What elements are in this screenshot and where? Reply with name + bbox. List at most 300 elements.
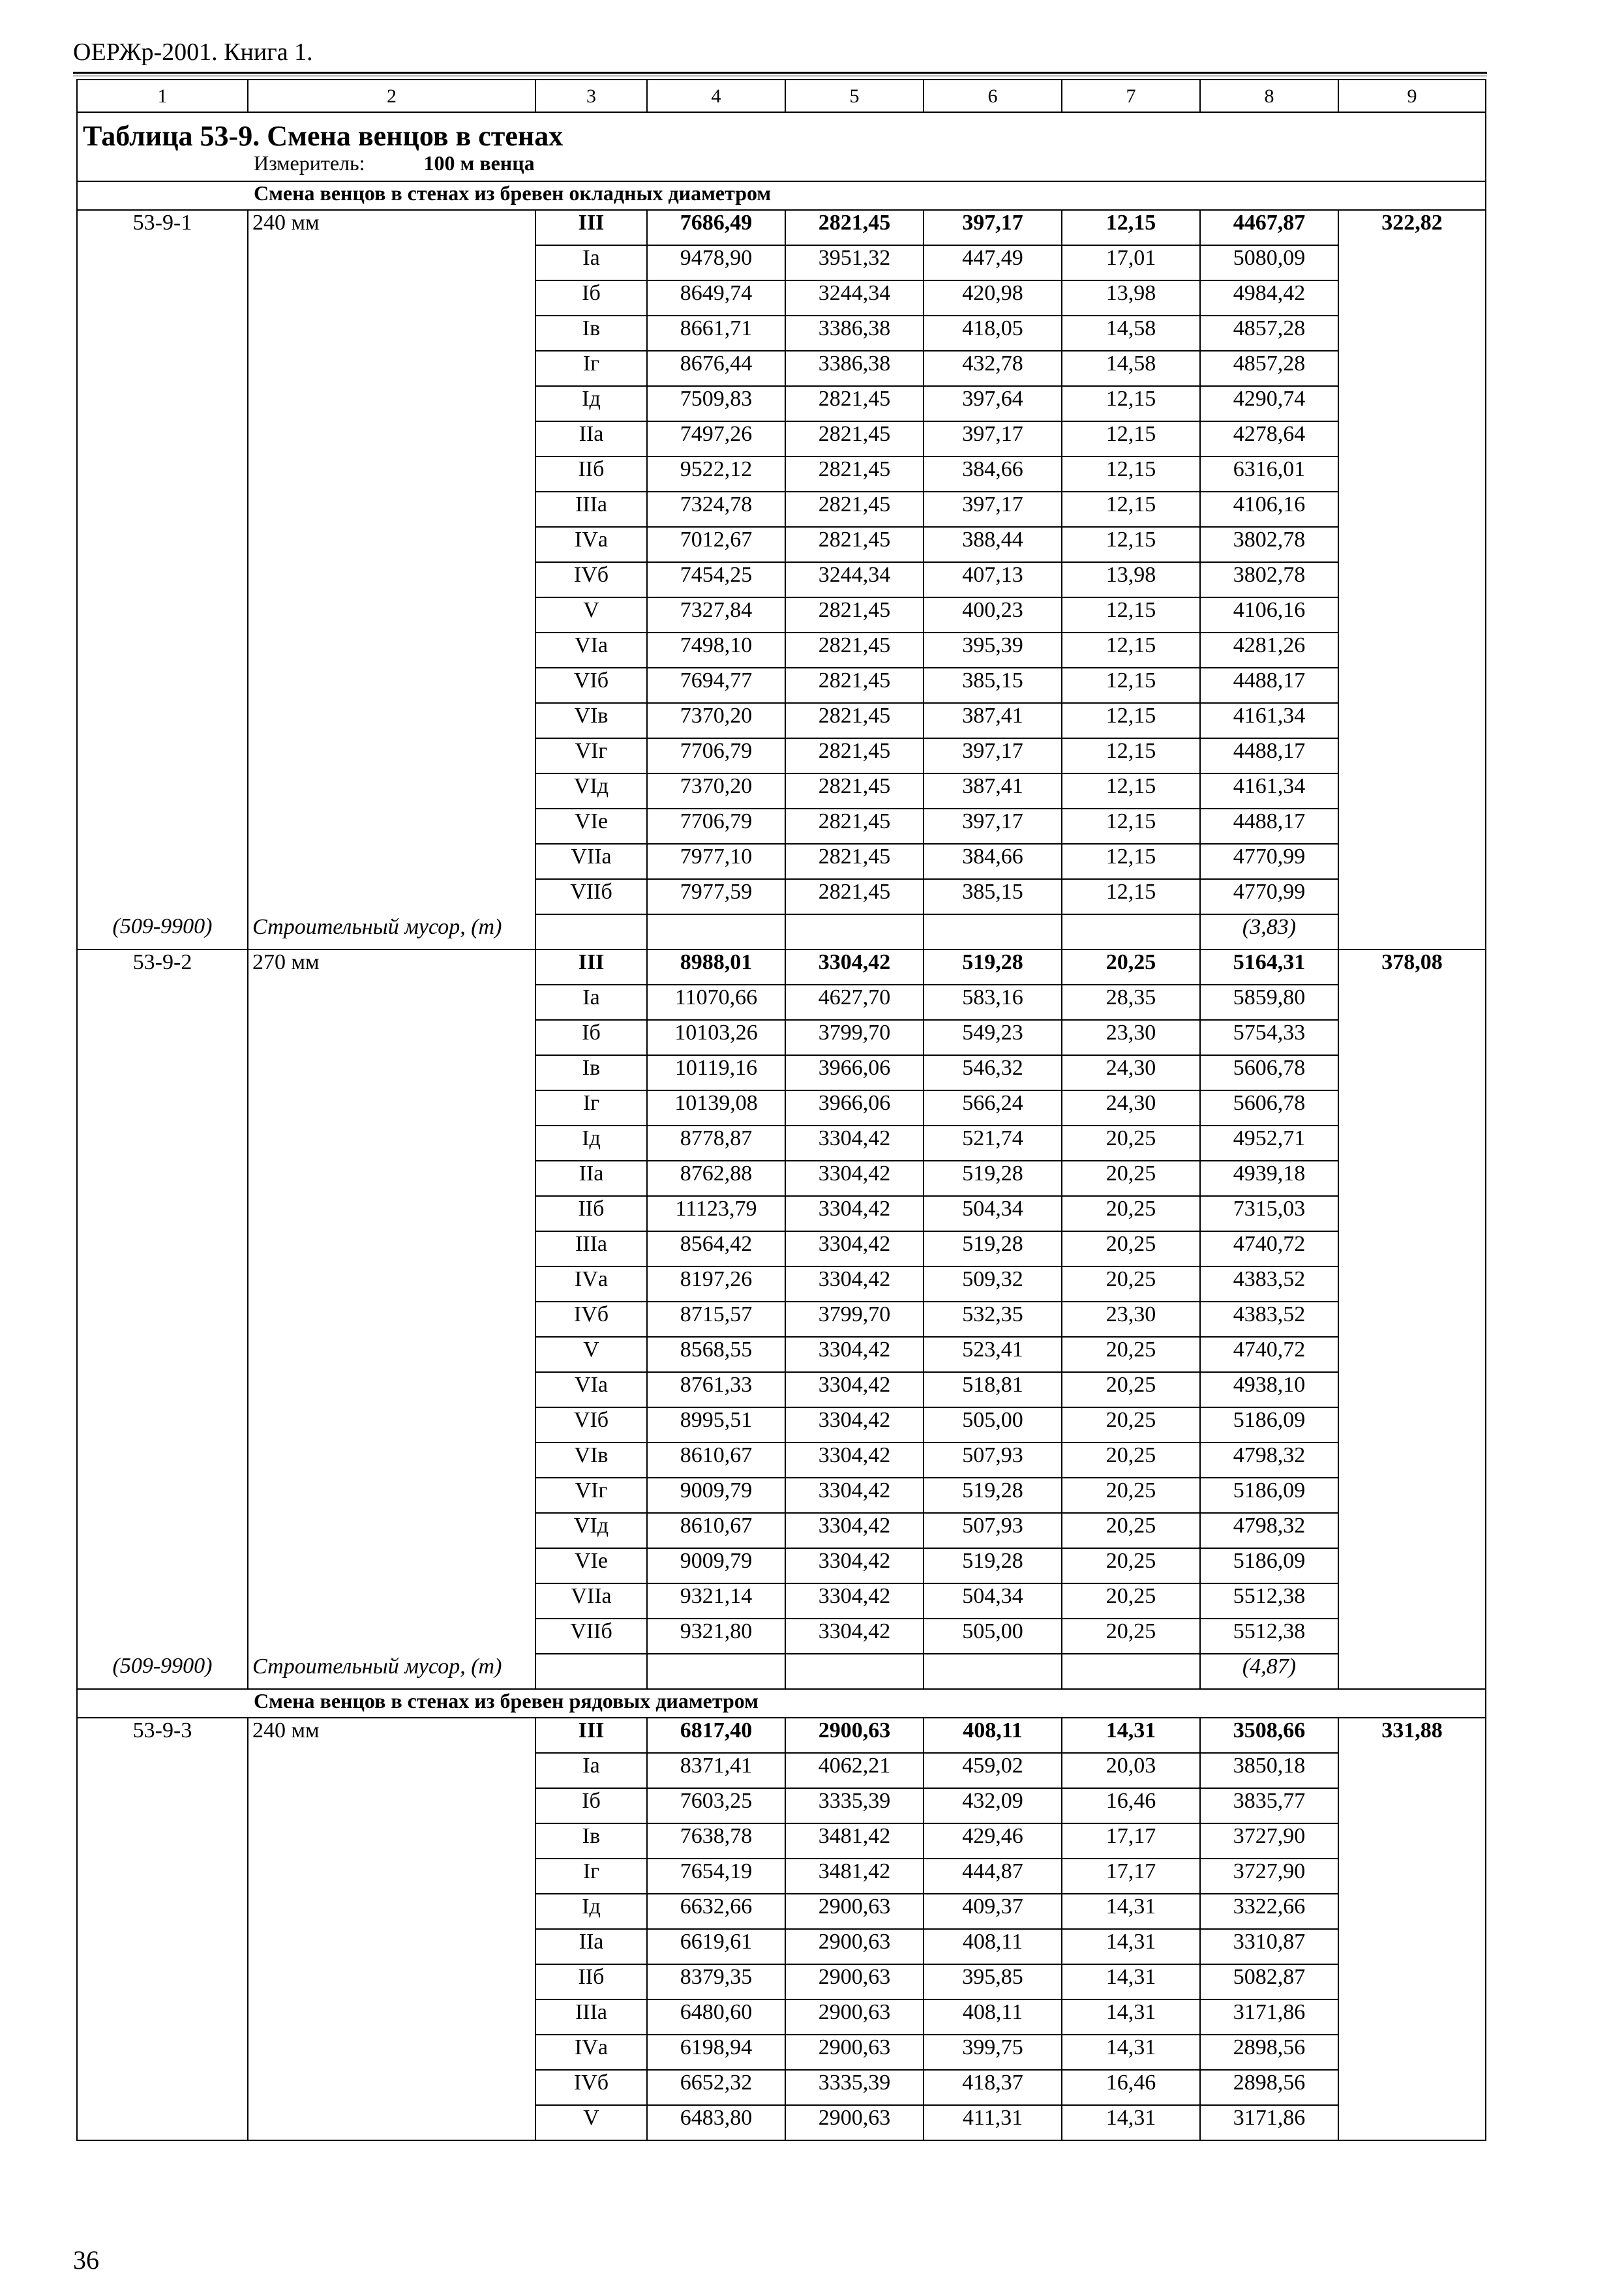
price-cell: 4161,34 <box>1200 703 1338 738</box>
region-code: VIг <box>535 738 647 773</box>
price-cell: 504,34 <box>924 1196 1062 1231</box>
price-cell: 9009,79 <box>647 1548 785 1583</box>
region-code: VIб <box>535 668 647 703</box>
price-cell: 507,93 <box>924 1443 1062 1478</box>
price-cell: 5606,78 <box>1200 1055 1338 1090</box>
price-cell: 7706,79 <box>647 738 785 773</box>
price-cell: 3304,42 <box>785 1372 924 1407</box>
price-cell: 2821,45 <box>785 492 924 527</box>
price-cell: 9321,14 <box>647 1583 785 1619</box>
price-cell: 12,15 <box>1062 421 1200 456</box>
price-cell: 12,15 <box>1062 386 1200 421</box>
empty-cell <box>1062 1654 1200 1689</box>
section-heading-row <box>77 1689 1486 1718</box>
region-code: IIб <box>535 456 647 492</box>
price-cell: 4281,26 <box>1200 633 1338 668</box>
price-cell: 4770,99 <box>1200 879 1338 914</box>
price-cell: 4488,17 <box>1200 668 1338 703</box>
price-cell: 3304,42 <box>785 1266 924 1302</box>
price-cell: 12,15 <box>1062 668 1200 703</box>
price-cell: 3335,39 <box>785 2070 924 2105</box>
price-cell: 3727,90 <box>1200 1823 1338 1859</box>
price-cell: 397,64 <box>924 386 1062 421</box>
price-cell: 397,17 <box>924 421 1062 456</box>
price-cell: 24,30 <box>1062 1090 1200 1126</box>
page-number: 36 <box>73 2245 99 2275</box>
price-cell: 3244,34 <box>785 562 924 597</box>
region-code: V <box>535 2105 647 2140</box>
debris-label: Строительный мусор, (т) <box>248 1654 535 1689</box>
region-code: IVб <box>535 1302 647 1337</box>
price-cell: 6817,40 <box>647 1718 785 1753</box>
rate-code: 53-9-1 <box>77 210 248 914</box>
price-cell: 549,23 <box>924 1020 1062 1055</box>
price-cell: 7324,78 <box>647 492 785 527</box>
price-cell: 4290,74 <box>1200 386 1338 421</box>
price-cell: 14,31 <box>1062 1964 1200 1999</box>
debris-label: Строительный мусор, (т) <box>248 914 535 950</box>
price-cell: 2900,63 <box>785 1718 924 1753</box>
column-number: 3 <box>535 80 647 112</box>
price-cell: 23,30 <box>1062 1020 1200 1055</box>
log-diameter: 270 мм <box>248 950 535 1654</box>
price-cell: 13,98 <box>1062 562 1200 597</box>
price-cell: 7638,78 <box>647 1823 785 1859</box>
price-cell: 518,81 <box>924 1372 1062 1407</box>
price-cell: 3727,90 <box>1200 1859 1338 1894</box>
price-cell: 14,31 <box>1062 1999 1200 2035</box>
region-code: IIа <box>535 1929 647 1964</box>
price-cell: 20,25 <box>1062 1337 1200 1372</box>
price-cell: 4798,32 <box>1200 1443 1338 1478</box>
price-cell: 6483,80 <box>647 2105 785 2140</box>
price-cell: 7012,67 <box>647 527 785 562</box>
price-cell: 2821,45 <box>785 456 924 492</box>
price-cell: 14,58 <box>1062 316 1200 351</box>
price-cell: 11123,79 <box>647 1196 785 1231</box>
price-cell: 519,28 <box>924 1548 1062 1583</box>
price-cell: 420,98 <box>924 280 1062 316</box>
price-cell: 9522,12 <box>647 456 785 492</box>
debris-row <box>77 1654 1486 1689</box>
price-cell: 4627,70 <box>785 985 924 1020</box>
price-cell: 20,25 <box>1062 1126 1200 1161</box>
price-cell: 5164,31 <box>1200 950 1338 985</box>
price-cell: 8988,01 <box>647 950 785 985</box>
log-diameter: 240 мм <box>248 1718 535 2140</box>
price-cell: 12,15 <box>1062 879 1200 914</box>
price-cell: 3802,78 <box>1200 527 1338 562</box>
section-heading: Смена венцов в стенах из бревен окладных диаметром <box>77 181 1486 210</box>
price-cell: 8761,33 <box>647 1372 785 1407</box>
price-cell: 8564,42 <box>647 1231 785 1266</box>
region-code: IIIа <box>535 492 647 527</box>
price-cell: 12,15 <box>1062 844 1200 879</box>
price-cell: 9009,79 <box>647 1478 785 1513</box>
price-cell: 8762,88 <box>647 1161 785 1196</box>
price-cell: 546,32 <box>924 1055 1062 1090</box>
price-cell: 20,25 <box>1062 1548 1200 1583</box>
price-cell: 3304,42 <box>785 1548 924 1583</box>
table-row <box>77 950 1486 985</box>
price-cell: 3799,70 <box>785 1020 924 1055</box>
price-cell: 5512,38 <box>1200 1619 1338 1654</box>
empty-cell <box>785 1654 924 1689</box>
price-cell: 523,41 <box>924 1337 1062 1372</box>
price-cell: 24,30 <box>1062 1055 1200 1090</box>
price-cell: 4383,52 <box>1200 1302 1338 1337</box>
price-cell: 400,23 <box>924 597 1062 633</box>
price-cell: 12,15 <box>1062 773 1200 809</box>
labor-cost: 331,88 <box>1338 1718 1486 2140</box>
price-cell: 7509,83 <box>647 386 785 421</box>
price-cell: 7694,77 <box>647 668 785 703</box>
price-cell: 2821,45 <box>785 773 924 809</box>
region-code: VIд <box>535 773 647 809</box>
price-cell: 447,49 <box>924 245 1062 280</box>
rates-table <box>76 79 1486 2141</box>
price-cell: 532,35 <box>924 1302 1062 1337</box>
price-cell: 7454,25 <box>647 562 785 597</box>
region-code: VIе <box>535 1548 647 1583</box>
price-cell: 7706,79 <box>647 809 785 844</box>
price-cell: 5186,09 <box>1200 1548 1338 1583</box>
price-cell: 6632,66 <box>647 1894 785 1929</box>
price-cell: 7977,59 <box>647 879 785 914</box>
price-cell: 4488,17 <box>1200 738 1338 773</box>
region-code: VIа <box>535 633 647 668</box>
price-cell: 384,66 <box>924 844 1062 879</box>
price-cell: 505,00 <box>924 1619 1062 1654</box>
price-cell: 3304,42 <box>785 1478 924 1513</box>
price-cell: 7327,84 <box>647 597 785 633</box>
price-cell: 3802,78 <box>1200 562 1338 597</box>
column-number-row <box>77 80 1486 112</box>
price-cell: 14,31 <box>1062 2035 1200 2070</box>
debris-value: (3,83) <box>1200 914 1338 950</box>
region-code: Iа <box>535 1753 647 1788</box>
price-cell: 4278,64 <box>1200 421 1338 456</box>
region-code: IVа <box>535 527 647 562</box>
price-cell: 2898,56 <box>1200 2070 1338 2105</box>
region-code: VIв <box>535 1443 647 1478</box>
price-cell: 504,34 <box>924 1583 1062 1619</box>
measure-cell <box>77 152 1486 181</box>
price-cell: 20,03 <box>1062 1753 1200 1788</box>
region-code: Iд <box>535 386 647 421</box>
price-cell: 8371,41 <box>647 1753 785 1788</box>
price-cell: 3304,42 <box>785 1161 924 1196</box>
region-code: Iг <box>535 351 647 386</box>
region-code: Iд <box>535 1894 647 1929</box>
region-code: Iв <box>535 316 647 351</box>
region-code: IVа <box>535 2035 647 2070</box>
price-cell: 23,30 <box>1062 1302 1200 1337</box>
price-cell: 3304,42 <box>785 1231 924 1266</box>
table-row <box>77 210 1486 245</box>
price-cell: 459,02 <box>924 1753 1062 1788</box>
price-cell: 3966,06 <box>785 1055 924 1090</box>
price-cell: 5080,09 <box>1200 245 1338 280</box>
empty-cell <box>785 914 924 950</box>
price-cell: 12,15 <box>1062 703 1200 738</box>
debris-value: (4,87) <box>1200 1654 1338 1689</box>
region-code: V <box>535 597 647 633</box>
price-cell: 17,17 <box>1062 1823 1200 1859</box>
region-code: IIIа <box>535 1231 647 1266</box>
rate-code: 53-9-3 <box>77 1718 248 2140</box>
region-code: VIIб <box>535 879 647 914</box>
price-cell: 583,16 <box>924 985 1062 1020</box>
price-cell: 519,28 <box>924 950 1062 985</box>
price-cell: 408,11 <box>924 1999 1062 2035</box>
price-cell: 3244,34 <box>785 280 924 316</box>
price-cell: 3304,42 <box>785 1443 924 1478</box>
region-code: IIб <box>535 1196 647 1231</box>
price-cell: 384,66 <box>924 456 1062 492</box>
column-number: 6 <box>924 80 1062 112</box>
price-cell: 3835,77 <box>1200 1788 1338 1823</box>
region-code: VIIб <box>535 1619 647 1654</box>
section-heading: Смена венцов в стенах из бревен рядовых диаметром <box>77 1689 1486 1718</box>
region-code: Iг <box>535 1090 647 1126</box>
price-cell: 20,25 <box>1062 1619 1200 1654</box>
price-cell: 20,25 <box>1062 1478 1200 1513</box>
price-cell: 3171,86 <box>1200 2105 1338 2140</box>
price-cell: 8676,44 <box>647 351 785 386</box>
price-cell: 3335,39 <box>785 1788 924 1823</box>
region-code: VIIа <box>535 844 647 879</box>
price-cell: 519,28 <box>924 1231 1062 1266</box>
price-cell: 399,75 <box>924 2035 1062 2070</box>
price-cell: 7370,20 <box>647 703 785 738</box>
price-cell: 4467,87 <box>1200 210 1338 245</box>
price-cell: 3304,42 <box>785 1619 924 1654</box>
price-cell: 397,17 <box>924 809 1062 844</box>
region-code: IIIа <box>535 1999 647 2035</box>
price-cell: 20,25 <box>1062 1266 1200 1302</box>
price-cell: 11070,66 <box>647 985 785 1020</box>
region-code: IVа <box>535 1266 647 1302</box>
price-cell: 10119,16 <box>647 1055 785 1090</box>
region-code: Iа <box>535 985 647 1020</box>
column-number: 9 <box>1338 80 1486 112</box>
region-code: III <box>535 950 647 985</box>
rate-code: 53-9-2 <box>77 950 248 1654</box>
price-cell: 6619,61 <box>647 1929 785 1964</box>
price-cell: 12,15 <box>1062 210 1200 245</box>
price-cell: 2900,63 <box>785 2105 924 2140</box>
column-number: 4 <box>647 80 785 112</box>
labor-cost: 378,08 <box>1338 950 1486 1689</box>
price-cell: 7498,10 <box>647 633 785 668</box>
price-cell: 5512,38 <box>1200 1583 1338 1619</box>
price-cell: 2821,45 <box>785 386 924 421</box>
price-cell: 12,15 <box>1062 738 1200 773</box>
price-cell: 4857,28 <box>1200 316 1338 351</box>
table-row <box>77 1718 1486 1753</box>
price-cell: 5606,78 <box>1200 1090 1338 1126</box>
price-cell: 16,46 <box>1062 1788 1200 1823</box>
price-cell: 4106,16 <box>1200 597 1338 633</box>
price-cell: 385,15 <box>924 668 1062 703</box>
price-cell: 3304,42 <box>785 1583 924 1619</box>
price-cell: 4383,52 <box>1200 1266 1338 1302</box>
price-cell: 6316,01 <box>1200 456 1338 492</box>
table-title: Таблица 53-9. Смена венцов в стенах <box>77 112 1486 152</box>
price-cell: 8610,67 <box>647 1513 785 1548</box>
price-cell: 8715,57 <box>647 1302 785 1337</box>
price-cell: 4106,16 <box>1200 492 1338 527</box>
price-cell: 4488,17 <box>1200 809 1338 844</box>
empty-cell <box>535 914 647 950</box>
price-cell: 12,15 <box>1062 597 1200 633</box>
debris-row <box>77 914 1486 950</box>
price-cell: 3171,86 <box>1200 1999 1338 2035</box>
price-cell: 14,31 <box>1062 1894 1200 1929</box>
price-cell: 17,01 <box>1062 245 1200 280</box>
region-code: VIе <box>535 809 647 844</box>
debris-code: (509-9900) <box>77 914 248 950</box>
price-cell: 20,25 <box>1062 1443 1200 1478</box>
table-title-row <box>77 112 1486 152</box>
header-rule-thick <box>73 72 1487 74</box>
price-cell: 14,58 <box>1062 351 1200 386</box>
price-cell: 12,15 <box>1062 809 1200 844</box>
region-code: Iб <box>535 1020 647 1055</box>
price-cell: 3951,32 <box>785 245 924 280</box>
price-cell: 2821,45 <box>785 844 924 879</box>
price-cell: 8610,67 <box>647 1443 785 1478</box>
region-code: IIа <box>535 421 647 456</box>
price-cell: 20,25 <box>1062 1372 1200 1407</box>
price-cell: 2900,63 <box>785 1929 924 1964</box>
column-number: 8 <box>1200 80 1338 112</box>
region-code: IVб <box>535 562 647 597</box>
region-code: Iб <box>535 280 647 316</box>
region-code: Iд <box>535 1126 647 1161</box>
price-cell: 2821,45 <box>785 809 924 844</box>
price-cell: 8778,87 <box>647 1126 785 1161</box>
measure-label: Измеритель: <box>254 152 365 175</box>
price-cell: 3850,18 <box>1200 1753 1338 1788</box>
price-cell: 3304,42 <box>785 1407 924 1443</box>
price-cell: 521,74 <box>924 1126 1062 1161</box>
price-cell: 7977,10 <box>647 844 785 879</box>
price-cell: 5082,87 <box>1200 1964 1338 1999</box>
price-cell: 3322,66 <box>1200 1894 1338 1929</box>
price-cell: 14,31 <box>1062 2105 1200 2140</box>
price-cell: 2821,45 <box>785 597 924 633</box>
price-cell: 5754,33 <box>1200 1020 1338 1055</box>
price-cell: 20,25 <box>1062 1231 1200 1266</box>
region-code: Iг <box>535 1859 647 1894</box>
debris-code: (509-9900) <box>77 1654 248 1689</box>
price-cell: 2821,45 <box>785 703 924 738</box>
region-code: VIв <box>535 703 647 738</box>
price-cell: 7686,49 <box>647 210 785 245</box>
region-code: Iв <box>535 1823 647 1859</box>
price-cell: 7315,03 <box>1200 1196 1338 1231</box>
price-cell: 16,46 <box>1062 2070 1200 2105</box>
price-cell: 8661,71 <box>647 316 785 351</box>
region-code: V <box>535 1337 647 1372</box>
price-cell: 14,31 <box>1062 1718 1200 1753</box>
price-cell: 8995,51 <box>647 1407 785 1443</box>
price-cell: 4857,28 <box>1200 351 1338 386</box>
price-cell: 2821,45 <box>785 527 924 562</box>
price-cell: 20,25 <box>1062 1196 1200 1231</box>
column-number: 5 <box>785 80 924 112</box>
price-cell: 17,17 <box>1062 1859 1200 1894</box>
price-cell: 20,25 <box>1062 950 1200 985</box>
price-cell: 3799,70 <box>785 1302 924 1337</box>
price-cell: 408,11 <box>924 1929 1062 1964</box>
price-cell: 505,00 <box>924 1407 1062 1443</box>
price-cell: 418,05 <box>924 316 1062 351</box>
price-cell: 6198,94 <box>647 2035 785 2070</box>
price-cell: 8197,26 <box>647 1266 785 1302</box>
price-cell: 13,98 <box>1062 280 1200 316</box>
price-cell: 6652,32 <box>647 2070 785 2105</box>
price-cell: 3966,06 <box>785 1090 924 1126</box>
measure-value: 100 м венца <box>423 152 535 175</box>
region-code: VIб <box>535 1407 647 1443</box>
price-cell: 3481,42 <box>785 1859 924 1894</box>
price-cell: 5859,80 <box>1200 985 1338 1020</box>
region-code: Iб <box>535 1788 647 1823</box>
region-code: IIа <box>535 1161 647 1196</box>
empty-cell <box>535 1654 647 1689</box>
region-code: VIг <box>535 1478 647 1513</box>
price-cell: 2821,45 <box>785 668 924 703</box>
price-cell: 3508,66 <box>1200 1718 1338 1753</box>
price-cell: 3310,87 <box>1200 1929 1338 1964</box>
price-cell: 7497,26 <box>647 421 785 456</box>
price-cell: 7654,19 <box>647 1859 785 1894</box>
price-cell: 429,46 <box>924 1823 1062 1859</box>
price-cell: 10139,08 <box>647 1090 785 1126</box>
price-cell: 3386,38 <box>785 316 924 351</box>
price-cell: 2900,63 <box>785 1999 924 2035</box>
region-code: III <box>535 210 647 245</box>
price-cell: 385,15 <box>924 879 1062 914</box>
price-cell: 395,39 <box>924 633 1062 668</box>
price-cell: 20,25 <box>1062 1407 1200 1443</box>
price-cell: 3304,42 <box>785 1337 924 1372</box>
price-cell: 519,28 <box>924 1478 1062 1513</box>
price-cell: 7370,20 <box>647 773 785 809</box>
section-heading-row <box>77 181 1486 210</box>
price-cell: 28,35 <box>1062 985 1200 1020</box>
price-cell: 2900,63 <box>785 1894 924 1929</box>
price-cell: 4740,72 <box>1200 1231 1338 1266</box>
price-cell: 507,93 <box>924 1513 1062 1548</box>
column-number: 2 <box>248 80 535 112</box>
price-cell: 8379,35 <box>647 1964 785 1999</box>
price-cell: 20,25 <box>1062 1161 1200 1196</box>
price-cell: 2821,45 <box>785 210 924 245</box>
region-code: Iв <box>535 1055 647 1090</box>
labor-cost: 322,82 <box>1338 210 1486 950</box>
running-header: ОЕРЖр-2001. Книга 1. <box>73 38 313 66</box>
price-cell: 8568,55 <box>647 1337 785 1372</box>
price-cell: 2821,45 <box>785 738 924 773</box>
region-code: III <box>535 1718 647 1753</box>
region-code: VIа <box>535 1372 647 1407</box>
region-code: IVб <box>535 2070 647 2105</box>
price-cell: 20,25 <box>1062 1583 1200 1619</box>
